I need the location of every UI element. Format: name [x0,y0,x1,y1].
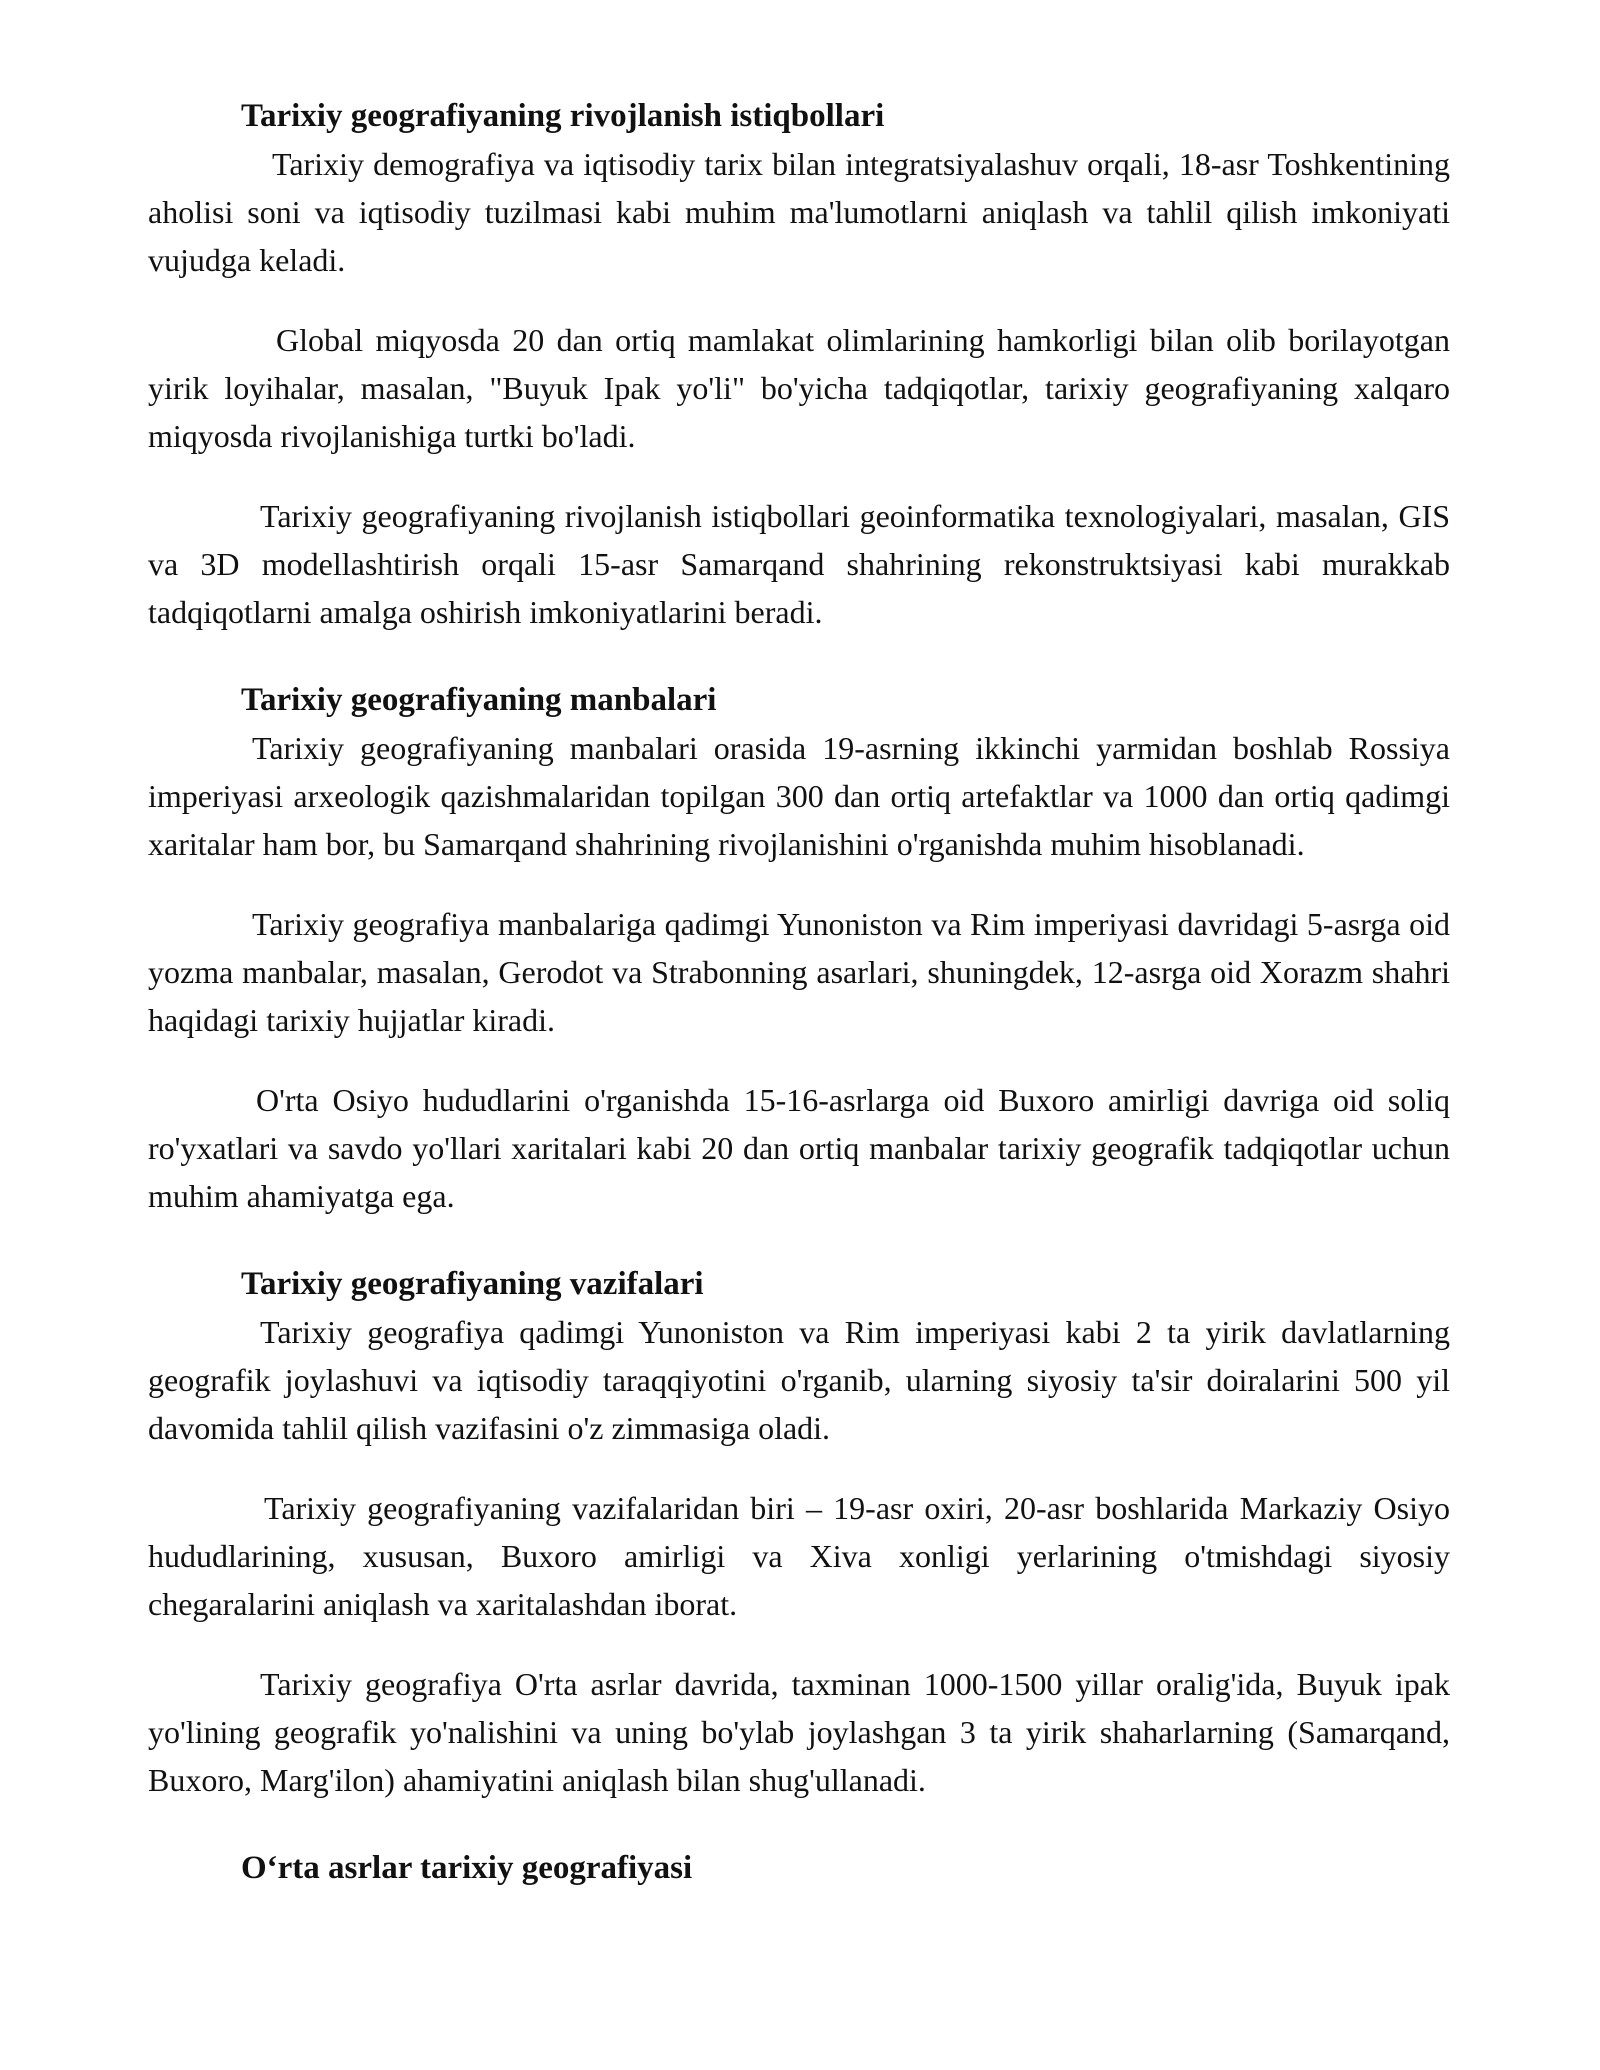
document-page [148,92,1450,1892]
section-heading: Tarixiy geografiyaning rivojlanish istiqbollari [241,98,885,134]
section-tasks [148,1260,1450,1804]
paragraph: Tarixiy geografiya manbalariga qadimgi Yunoniston va Rim imperiyasi davridagi 5-asrga oid yozma manbalar, masalan, Gerodot va Strabonning asarlari, shuningdek, 12-asrga oid Xorazm shahri haqidagi tarixiy hujjatlar kiradi. [148,906,1450,1038]
section-heading: Tarixiy geografiyaning manbalari [241,682,717,718]
paragraph: Tarixiy geografiyaning vazifalaridan biri – 19-asr oxiri, 20-asr boshlarida Markaziy Osiyo hududlarining, xususan, Buxoro amirligi va Xiva xonligi yerlarining o'tmishdagi siyosiy chegaralarini aniqlash va xaritalashdan iborat. [148,1490,1450,1622]
paragraph: Tarixiy geografiyaning rivojlanish istiqbollari geoinformatika texnologiyalari, masalan, GIS va 3D modellashtirish orqali 15-asr Samarqand shahrining rekonstruktsiyasi kabi murakkab tadqiqotlarni amalga oshirish imkoniyatlarini beradi. [148,498,1450,630]
section-sources [148,676,1450,1220]
paragraph: Tarixiy geografiyaning manbalari orasida 19-asrning ikkinchi yarmidan boshlab Rossiya imperiyasi arxeologik qazishmalaridan topilgan 300 dan ortiq artefaktlar va 1000 dan ortiq qadimgi xaritalar ham bor, bu Samarqand shahrining rivojlanishini o'rganishda muhim hisoblanadi. [148,730,1450,862]
paragraph: Tarixiy geografiya qadimgi Yunoniston va Rim imperiyasi kabi 2 ta yirik davlatlarning geografik joylashuvi va iqtisodiy taraqqiyotini o'rganib, ularning siyosiy ta'sir doiralarini 500 yil davomida tahlil qilish vazifasini o'z zimmasiga oladi. [148,1314,1450,1446]
section-heading: Oʻrta asrlar tarixiy geografiyasi [241,1850,693,1886]
paragraph: Global miqyosda 20 dan ortiq mamlakat olimlarining hamkorligi bilan olib borilayotgan yirik loyihalar, masalan, "Buyuk Ipak yo'li" bo'yicha tadqiqotlar, tarixiy geografiyaning xalqaro miqyosda rivojlanishiga turtki bo'ladi. [148,322,1450,454]
section-development-prospects [148,92,1450,636]
section-heading: Tarixiy geografiyaning vazifalari [241,1266,704,1302]
paragraph: O'rta Osiyo hududlarini o'rganishda 15-16-asrlarga oid Buxoro amirligi davriga oid soliq ro'yxatlari va savdo yo'llari xaritalari kabi 20 dan ortiq manbalar tarixiy geografik tadqiqotlar uchun muhim ahamiyatga ega. [148,1082,1450,1214]
paragraph: Tarixiy demografiya va iqtisodiy tarix bilan integratsiyalashuv orqali, 18-asr Toshkentining aholisi soni va iqtisodiy tuzilmasi kabi muhim ma'lumotlarni aniqlash va tahlil qilish imkoniyati vujudga keladi. [148,146,1450,278]
section-medieval-historical-geography [148,1844,1450,1892]
paragraph: Tarixiy geografiya O'rta asrlar davrida, taxminan 1000-1500 yillar oralig'ida, Buyuk ipak yo'lining geografik yo'nalishini va uning bo'ylab joylashgan 3 ta yirik shaharlarning (Samarqand, Buxoro, Marg'ilon) ahamiyatini aniqlash bilan shug'ullanadi. [148,1666,1450,1798]
